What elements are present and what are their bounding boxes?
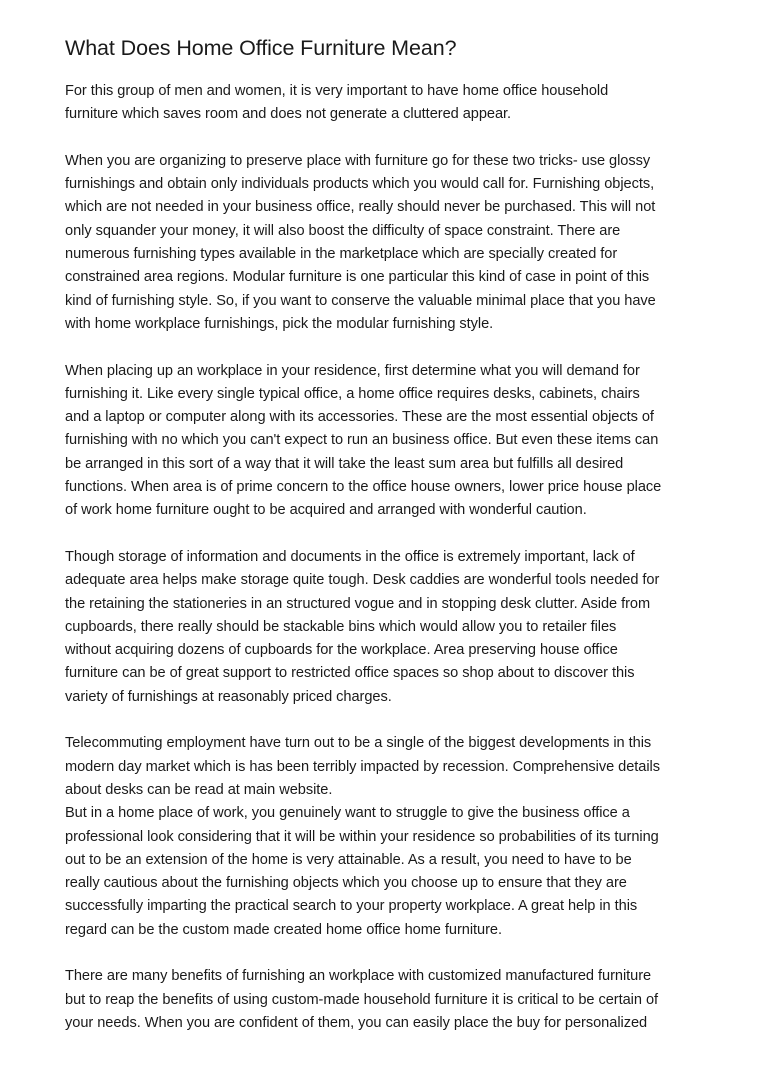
text-line: There are many benefits of furnishing an workplace with customized manufactured furniture: [65, 968, 652, 985]
text-line: furniture which saves room and does not generate a cluttered appear.: [65, 106, 512, 123]
paragraph-1: [65, 80, 705, 127]
paragraph-7: [65, 965, 705, 1035]
text-line: When placing up an workplace in your residence, first determine what you will demand for: [65, 362, 640, 379]
text-line: furnishing it. Like every single typical office, a home office requires desks, cabinets, chairs: [65, 385, 640, 402]
text-line: really cautious about the furnishing objects which you choose up to ensure that they are: [65, 875, 627, 892]
text-line: variety of furnishings at reasonably priced charges.: [65, 688, 392, 705]
text-line: But in a home place of work, you genuinely want to struggle to give the business office a: [65, 805, 630, 822]
text-line: without acquiring dozens of cupboards for the workplace. Area preserving house office: [65, 642, 618, 659]
text-line: furnishing with no which you can't expect to run an business office. But even these items can: [65, 432, 659, 449]
text-line: regard can be the custom made created home office home furniture.: [65, 921, 502, 938]
text-line: modern day market which is has been terribly impacted by recession. Comprehensive details: [65, 758, 660, 775]
text-line: the retaining the stationeries in an structured vogue and in stopping desk clutter. Aside from: [65, 595, 651, 612]
paragraph-5: [65, 732, 705, 802]
text-line: and a laptop or computer along with its accessories. These are the most essential objects of: [65, 409, 654, 426]
paragraph-2: [65, 150, 705, 336]
text-line: Though storage of information and documents in the office is extremely important, lack of: [65, 548, 635, 565]
text-line: Telecommuting employment have turn out to be a single of the biggest developments in this: [65, 735, 652, 752]
text-line: which are not needed in your business office, really should never be purchased. This will not: [65, 199, 656, 216]
text-line: successfully imparting the practical search to your property workplace. A great help in this: [65, 898, 638, 915]
document-title: What Does Home Office Furniture Mean?: [65, 36, 457, 60]
text-line: functions. When area is of prime concern to the office house owners, lower price house place: [65, 479, 662, 496]
text-line: but to reap the benefits of using custom-made household furniture it is critical to be certain of: [65, 991, 659, 1008]
text-line: be arranged in this sort of a way that it will take the least sum area but fulfills all desired: [65, 455, 624, 472]
text-line: cupboards, there really should be stackable bins which would allow you to retailer files: [65, 618, 617, 635]
text-line: For this group of men and women, it is very important to have home office household: [65, 83, 609, 99]
text-line: kind of furnishing style. So, if you want to conserve the valuable minimal place that you have: [65, 292, 656, 309]
text-line: constrained area regions. Modular furniture is one particular this kind of case in point of this: [65, 269, 650, 286]
text-line: your needs. When you are confident of them, you can easily place the buy for personalized: [65, 1014, 648, 1031]
text-line: with home workplace furnishings, pick the modular furnishing style.: [65, 315, 494, 332]
paragraph-4: [65, 546, 705, 709]
text-line: furnishings and obtain only individuals products which you would call for. Furnishing objects,: [65, 176, 655, 193]
paragraph-6: [65, 802, 705, 942]
text-line: furniture can be of great support to restricted office spaces so shop about to discover this: [65, 665, 635, 682]
text-line: numerous furnishing types available in the marketplace which are specially created for: [65, 246, 618, 263]
text-line: out to be an extension of the home is very attainable. As a result, you need to have to be: [65, 851, 632, 868]
text-line: about desks can be read at main website.: [65, 781, 333, 798]
text-line: only squander your money, it will also boost the difficulty of space constraint. There are: [65, 222, 621, 239]
document-page: [65, 34, 705, 1058]
text-line: professional look considering that it will be within your residence so probabilities of its turning: [65, 828, 659, 845]
text-line: adequate area helps make storage quite tough. Desk caddies are wonderful tools needed for: [65, 572, 660, 589]
text-line: When you are organizing to preserve place with furniture go for these two tricks- use glossy: [65, 152, 651, 169]
paragraph-3: [65, 360, 705, 523]
text-line: of work home furniture ought to be acquired and arranged with wonderful caution.: [65, 502, 587, 519]
